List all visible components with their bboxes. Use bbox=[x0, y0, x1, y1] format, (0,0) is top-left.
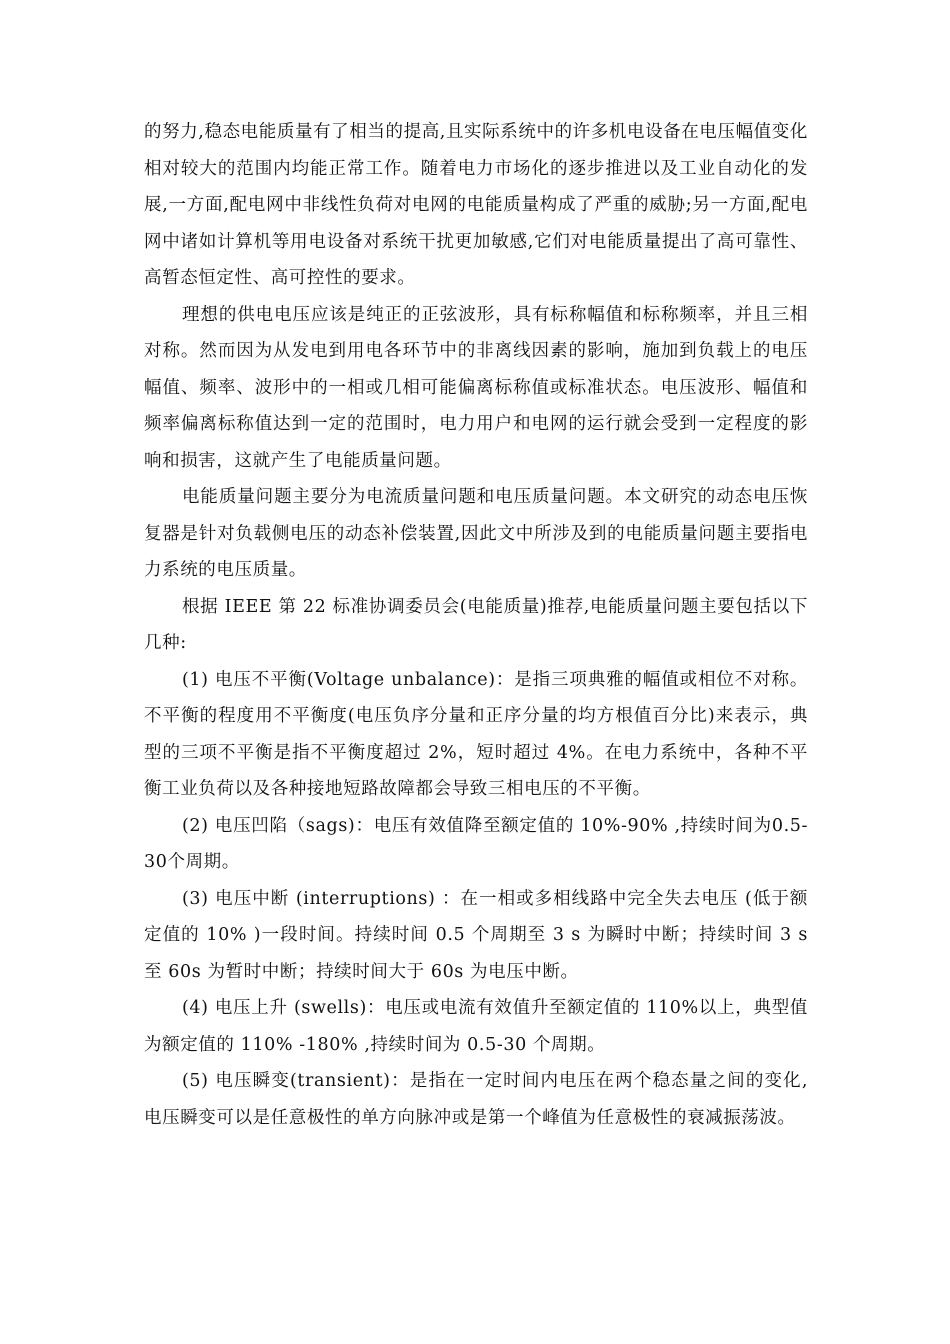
paragraph-ieee-intro: 根据 IEEE 第 22 标准协调委员会(电能质量)推荐,电能质量问题主要包括以下几种: bbox=[144, 596, 808, 653]
list-item-voltage-swells: (4) 电压上升 (swells)：电压或电流有效值升至额定值的 110%以上，典型值为额定值的 110% -180% ,持续时间为 0.5-30 个周期。 bbox=[144, 998, 808, 1055]
document-page bbox=[144, 114, 808, 1136]
paragraph-power-quality-types: 电能质量问题主要分为电流质量问题和电压质量问题。本文研究的动态电压恢复器是针对负载侧电压的动态补偿装置,因此文中所涉及到的电能质量问题主要指电力系统的电压质量。 bbox=[144, 487, 808, 580]
list-item-voltage-unbalance: (1) 电压不平衡(Voltage unbalance)：是指三项典雅的幅值或相位不对称。不平衡的程度用不平衡度(电压负序分量和正序分量的均方根值百分比)来表示，典型的三项不平衡是指不平衡度超过 2%，短时超过 4%。在电力系统中，各种不平衡工业负荷以及各种接地短路故障都会导致三相电压的不平衡。 bbox=[144, 669, 808, 799]
paragraph-continuation: 的努力,稳态电能质量有了相当的提高,且实际系统中的许多机电设备在电压幅值变化相对较大的范围内均能正常工作。随着电力市场化的逐步推进以及工业自动化的发展,一方面,配电网中非线性负荷对电网的电能质量构成了严重的威胁;另一方面,配电网中诸如计算机等用电设备对系统干扰更加敏感,它们对电能质量提出了高可靠性、高暂态恒定性、高可控性的要求。 bbox=[144, 122, 808, 288]
list-item-voltage-interruptions: (3) 电压中断 (interruptions) ：在一相或多相线路中完全失去电压 (低于额定值的 10% )一段时间。持续时间 0.5 个周期至 3 s 为瞬时中断；持续时间 3 s 至 60s 为暂时中断；持续时间大于 60s 为电压中断。 bbox=[144, 888, 808, 982]
paragraph-ideal-voltage: 理想的供电电压应该是纯正的正弦波形，具有标称幅值和标称频率，并且三相对称。然而因为从发电到用电各环节中的非离线因素的影响，施加到负载上的电压幅值、频率、波形中的一相或几相可能偏离标称值或标准状态。电压波形、幅值和频率偏离标称值达到一定的范围时，电力用户和电网的运行就会受到一定程度的影响和损害，这就产生了电能质量问题。 bbox=[144, 304, 808, 471]
list-item-voltage-sags: (2) 电压凹陷（sags)：电压有效值降至额定值的 10%-90% ,持续时间为0.5-30个周期。 bbox=[144, 815, 808, 872]
list-item-voltage-transient: (5) 电压瞬变(transient)：是指在一定时间内电压在两个稳态量之间的变化,电压瞬变可以是任意极性的单方向脉冲或是第一个峰值为任意极性的衰减振荡波。 bbox=[144, 1071, 808, 1128]
